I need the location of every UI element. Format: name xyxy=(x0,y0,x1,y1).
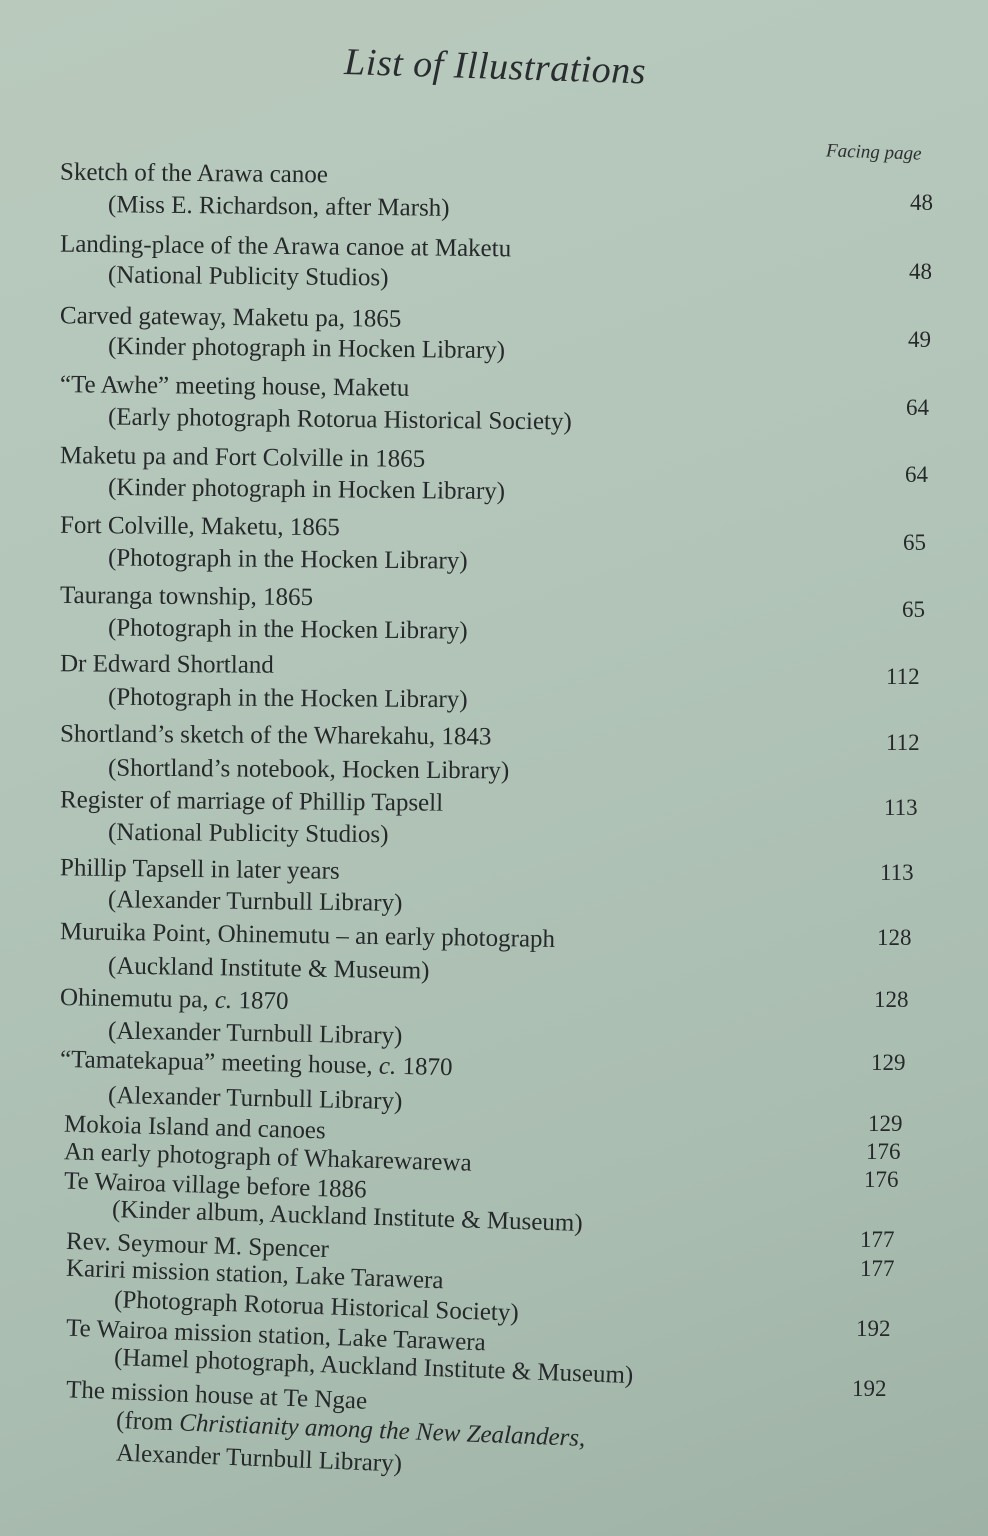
entry-page: 49 xyxy=(908,327,931,352)
entry-title: Fort Colville, Maketu, 1865 xyxy=(59,511,340,542)
entry-page: 129 xyxy=(868,1111,903,1136)
entry-title: Mokoia Island and canoes xyxy=(63,1110,327,1145)
entry-title: Muruika Point, Ohinemutu – an early photograph xyxy=(59,918,556,953)
entry-title: Dr Edward Shortland xyxy=(59,650,274,679)
entry-page: 112 xyxy=(886,664,920,689)
entry-title: Carved gateway, Maketu pa, 1865 xyxy=(59,302,402,333)
entry-credit: (Early photograph Rotorua Historical Society) xyxy=(107,403,572,436)
entry-title: Te Wairoa village before 1886 xyxy=(63,1167,367,1204)
entry-page: 48 xyxy=(909,259,932,284)
entry-credit: (Auckland Institute & Museum) xyxy=(107,952,430,985)
entry-page: 112 xyxy=(886,730,920,755)
entry-page: 177 xyxy=(860,1227,895,1252)
entry-title: Te Wairoa mission station, Lake Tarawera xyxy=(65,1314,487,1357)
entry-credit-text: (from xyxy=(115,1407,180,1437)
entry-credit: (National Publicity Studios) xyxy=(107,261,389,292)
entry-title: Maketu pa and Fort Colville in 1865 xyxy=(59,442,426,473)
entry-credit: (Alexander Turnbull Library) xyxy=(107,886,403,917)
entry-title: Sketch of the Arawa canoe xyxy=(59,158,329,189)
entry-credit: (Photograph in the Hocken Library) xyxy=(107,614,468,645)
entry-page: 64 xyxy=(906,395,929,420)
entry-title-year: 1870 xyxy=(231,987,289,1015)
entry-page: 65 xyxy=(903,530,926,555)
entry-credit: (Kinder photograph in Hocken Library) xyxy=(107,473,506,506)
entry-title-circa: c. xyxy=(378,1052,397,1080)
entry-page: 128 xyxy=(877,925,912,950)
entry-title: Tauranga township, 1865 xyxy=(59,581,314,612)
entry-page: 113 xyxy=(884,795,918,820)
entry-page: 65 xyxy=(902,597,925,622)
entry-title: The mission house at Te Ngae xyxy=(65,1376,368,1415)
entry-page: 113 xyxy=(880,860,914,885)
entry-title: An early photograph of Whakarewarewa xyxy=(63,1138,473,1177)
entry-title: “Te Awhe” meeting house, Maketu xyxy=(59,371,410,402)
entry-title-text: “Tamatekapua” meeting house, xyxy=(59,1045,380,1080)
entry-title: Phillip Tapsell in later years xyxy=(59,854,340,885)
entry-credit: (Kinder album, Auckland Institute & Museum) xyxy=(111,1196,584,1237)
entry-page: 176 xyxy=(864,1167,899,1192)
entry-page: 192 xyxy=(852,1376,887,1401)
facing-page-column-label: Facing page xyxy=(825,140,922,165)
entry-credit: (Miss E. Richardson, after Marsh) xyxy=(107,191,450,222)
entry-title: Rev. Seymour M. Spencer xyxy=(65,1227,330,1264)
entry-page: 192 xyxy=(856,1316,891,1341)
entry-credit: (Photograph Rotorua Historical Society) xyxy=(113,1286,520,1327)
entry-credit: (Shortland’s notebook, Hocken Library) xyxy=(107,754,510,785)
entry-page: 129 xyxy=(871,1050,906,1075)
entry-title: Landing-place of the Arawa canoe at Maketu xyxy=(59,230,512,263)
entry-credit-book-title: Christianity among the New Zealanders, xyxy=(178,1409,586,1453)
entry-credit: (Hamel photograph, Auckland Institute & Museum) xyxy=(113,1343,634,1390)
entry-title-circa: c. xyxy=(214,986,233,1015)
entry-title-text: Ohinemutu pa, xyxy=(59,984,216,1014)
entry-title xyxy=(60,1046,453,1082)
entry-page: 177 xyxy=(860,1256,895,1281)
entry-title-year: 1870 xyxy=(396,1052,453,1082)
entry-credit: (Kinder photograph in Hocken Library) xyxy=(107,332,506,365)
entry-title: Kariri mission station, Lake Tarawera xyxy=(65,1254,444,1295)
entry-credit: (Photograph in the Hocken Library) xyxy=(107,544,468,575)
entry-title xyxy=(60,984,289,1016)
entry-page: 176 xyxy=(866,1139,901,1164)
entry-page: 128 xyxy=(874,987,909,1012)
entry-credit: (Alexander Turnbull Library) xyxy=(107,1017,403,1050)
entry-title: Register of marriage of Phillip Tapsell xyxy=(59,786,444,817)
entry-page: 64 xyxy=(905,462,928,487)
entry-credit: (National Publicity Studios) xyxy=(107,818,389,849)
entry-credit-continued: Alexander Turnbull Library) xyxy=(115,1439,403,1478)
entry-credit: (Alexander Turnbull Library) xyxy=(107,1081,403,1116)
entry-page: 48 xyxy=(910,190,933,215)
page-title: List of Illustrations xyxy=(343,40,647,93)
entry-credit: (Photograph in the Hocken Library) xyxy=(107,683,468,714)
entry-title: Shortland’s sketch of the Wharekahu, 1843 xyxy=(59,720,492,751)
